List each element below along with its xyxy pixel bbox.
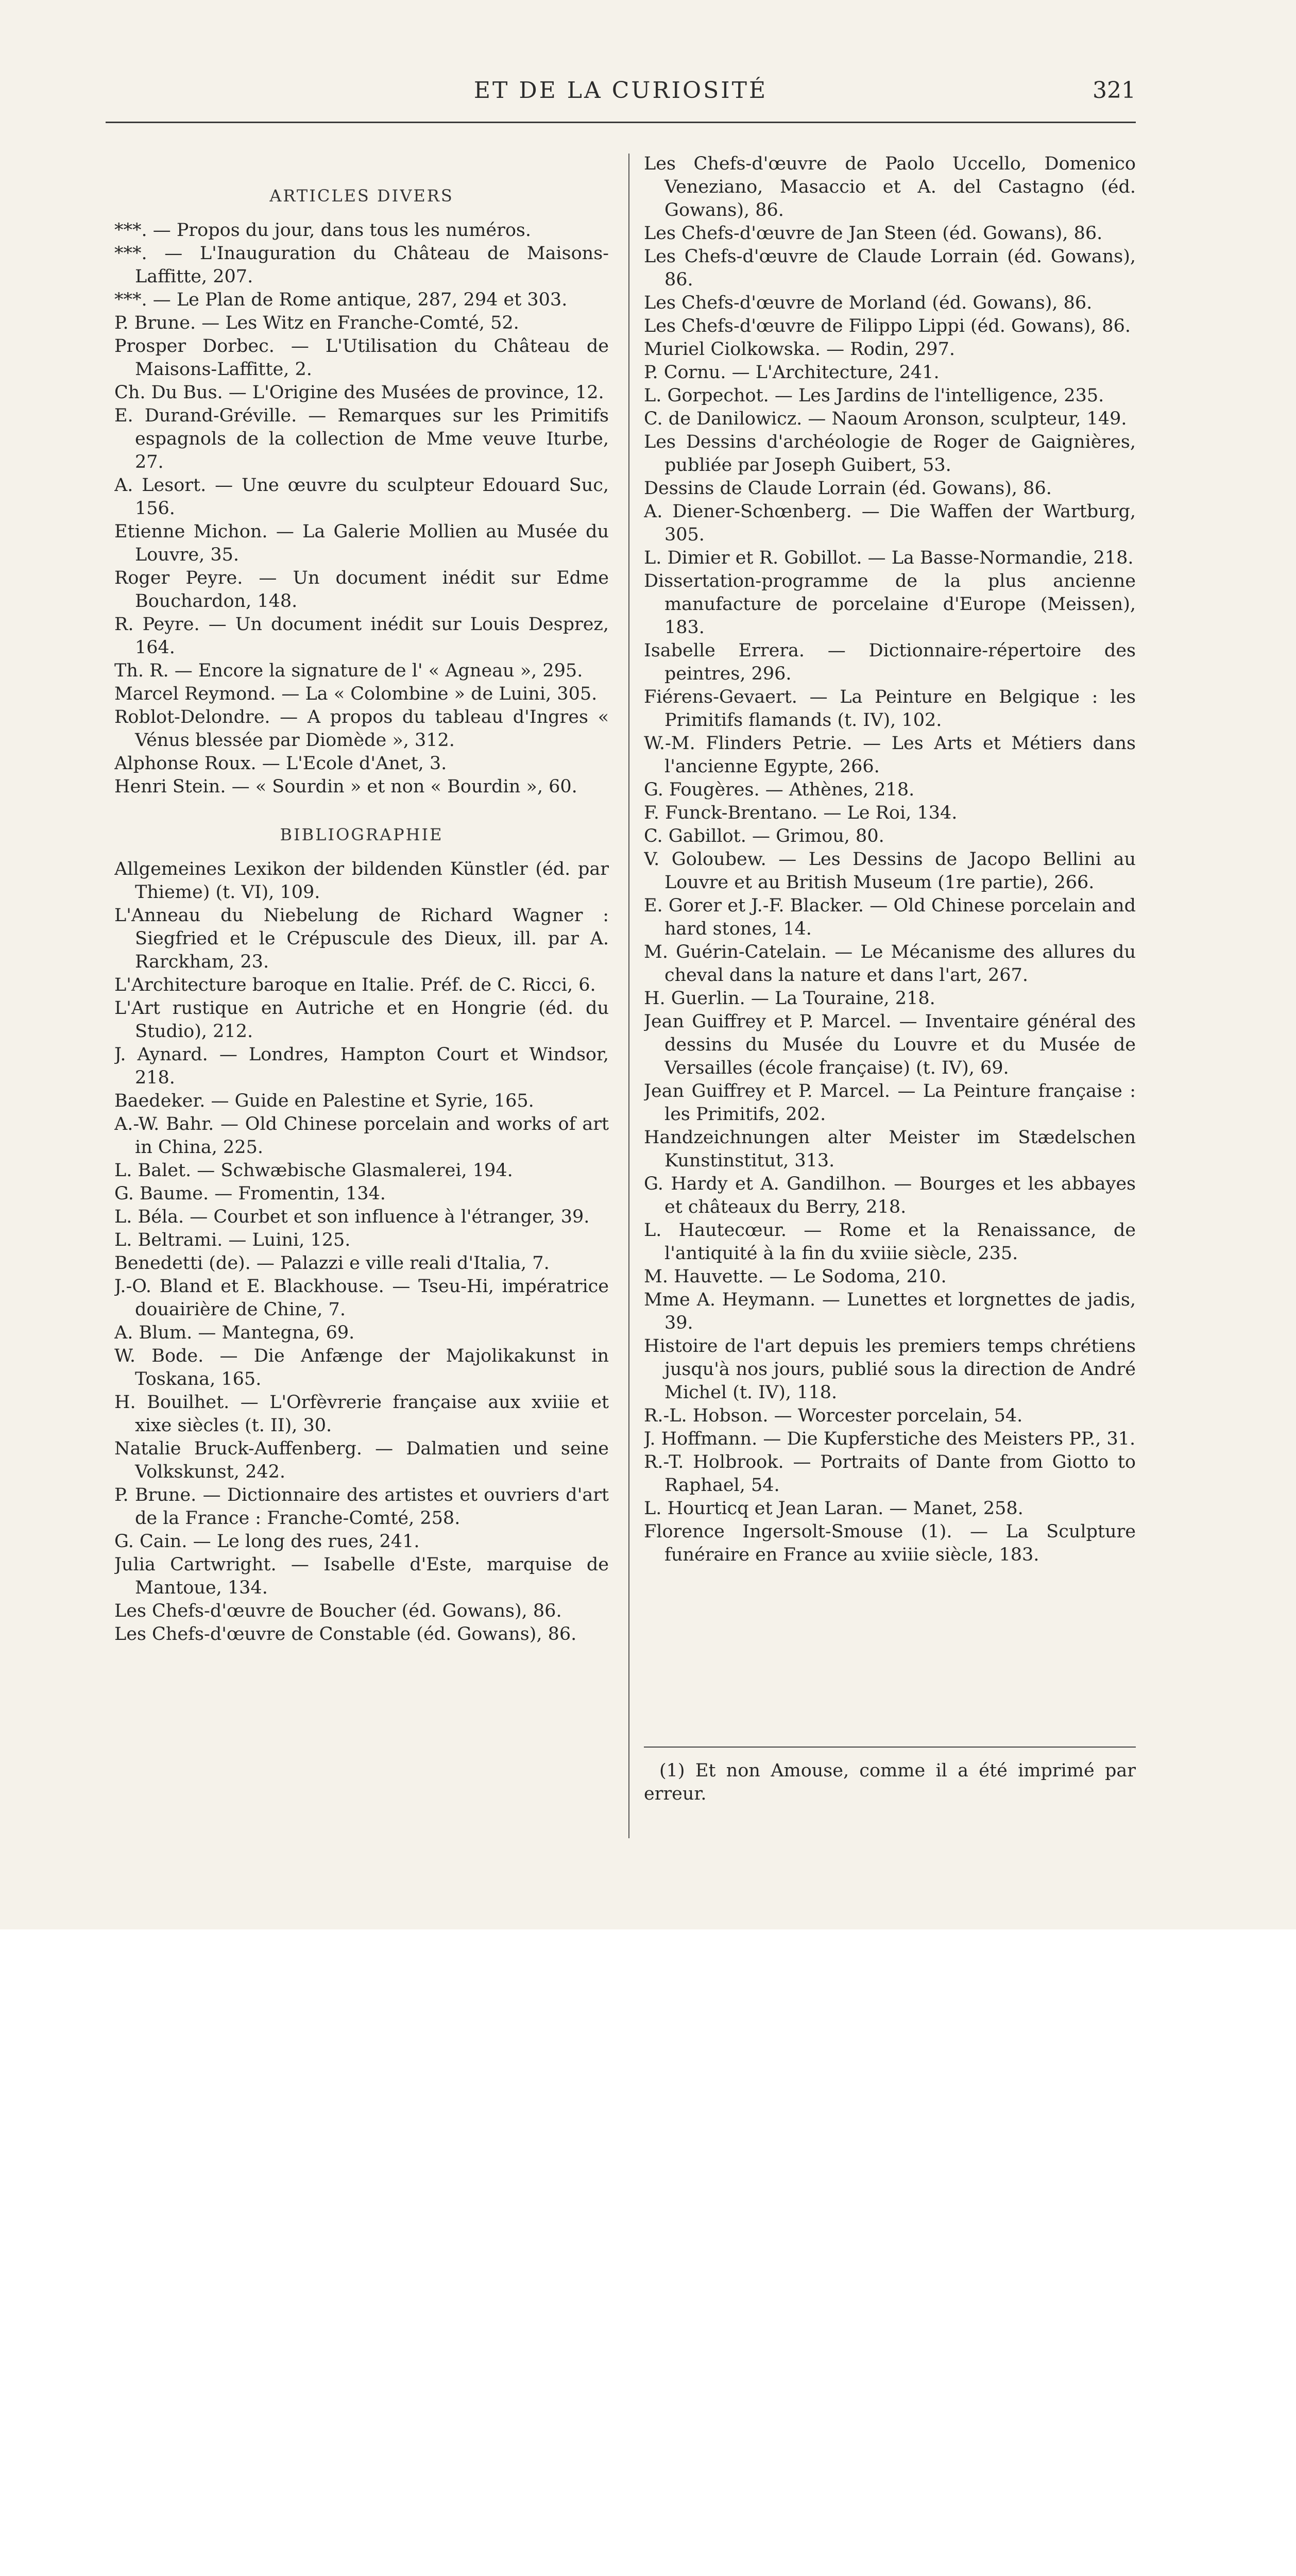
articles-list bbox=[114, 219, 609, 799]
bibliography-entry: J. Aynard. — Londres, Hampton Court et Windsor, 218. bbox=[114, 1044, 609, 1088]
bibliography-entry: Natalie Bruck-Auffenberg. — Dalmatien und seine Volkskunst, 242. bbox=[114, 1438, 609, 1482]
bibliography-entry: M. Guérin-Catelain. — Le Mécanisme des allures du cheval dans la nature et dans l'art, 267. bbox=[644, 942, 1136, 986]
bibliography-entry: L. Hautecœur. — Rome et la Renaissance, de l'antiquité à la fin du xviiie siècle, 235. bbox=[644, 1220, 1136, 1264]
bibliography-list bbox=[114, 858, 609, 1646]
bibliography-entry: Roger Peyre. — Un document inédit sur Edme Bouchardon, 148. bbox=[114, 568, 609, 612]
bibliography-entry: Les Chefs-d'œuvre de Jan Steen (éd. Gowans), 86. bbox=[644, 223, 1103, 244]
bibliography-entry: Les Chefs-d'œuvre de Boucher (éd. Gowans), 86. bbox=[114, 1601, 562, 1621]
bibliography-entry: ***. — Propos du jour, dans tous les numéros. bbox=[114, 220, 531, 241]
bibliography-entry: C. Gabillot. — Grimou, 80. bbox=[644, 826, 884, 846]
bibliography-entry: Marcel Reymond. — La « Colombine » de Luini, 305. bbox=[114, 684, 598, 704]
bibliography-entry: R.-T. Holbrook. — Portraits of Dante from Giotto to Raphael, 54. bbox=[644, 1452, 1136, 1496]
bibliography-entry: Baedeker. — Guide en Palestine et Syrie, 165. bbox=[114, 1091, 534, 1111]
bibliography-entry: E. Durand-Gréville. — Remarques sur les Primitifs espagnols de la collection de Mme veuve Iturbe, 27. bbox=[114, 405, 609, 472]
bibliography-entry: Les Dessins d'archéologie de Roger de Gaignières, publiée par Joseph Guibert, 53. bbox=[644, 432, 1136, 476]
running-title: ET DE LA CURIOSITÉ bbox=[473, 77, 768, 104]
bibliography-entry: Julia Cartwright. — Isabelle d'Este, marquise de Mantoue, 134. bbox=[114, 1554, 609, 1598]
bibliography-entry: H. Bouilhet. — L'Orfèvrerie française aux xviiie et xixe siècles (t. II), 30. bbox=[114, 1392, 609, 1436]
footnote: (1) Et non Amouse, comme il a été imprimé par erreur. bbox=[644, 1760, 1136, 1804]
right-column bbox=[644, 152, 1136, 1567]
section-title-articles: ARTICLES DIVERS bbox=[269, 186, 454, 206]
bibliography-entry: G. Fougères. — Athènes, 218. bbox=[644, 779, 915, 800]
bibliography-entry: Les Chefs-d'œuvre de Filippo Lippi (éd. Gowans), 86. bbox=[644, 316, 1131, 336]
bibliography-entry: Fiérens-Gevaert. — La Peinture en Belgique : les Primitifs flamands (t. IV), 102. bbox=[644, 687, 1136, 731]
bibliography-entry: J. Hoffmann. — Die Kupferstiche des Meisters PP., 31. bbox=[644, 1429, 1136, 1449]
bibliography-entry: Jean Guiffrey et P. Marcel. — La Peinture française : les Primitifs, 202. bbox=[644, 1081, 1136, 1125]
bibliography-entry: L'Architecture baroque en Italie. Préf. de C. Ricci, 6. bbox=[114, 975, 596, 995]
bibliography-entry: L. Hourticq et Jean Laran. — Manet, 258. bbox=[644, 1498, 1024, 1519]
bibliography-entry: P. Cornu. — L'Architecture, 241. bbox=[644, 362, 940, 383]
bibliography-entry: L. Gorpechot. — Les Jardins de l'intelligence, 235. bbox=[644, 385, 1104, 406]
bibliography-entry: Alphonse Roux. — L'Ecole d'Anet, 3. bbox=[114, 753, 447, 774]
bibliography-entry: Les Chefs-d'œuvre de Constable (éd. Gowans), 86. bbox=[114, 1624, 577, 1645]
bibliography-entry: Handzeichnungen alter Meister im Stædelschen Kunstinstitut, 313. bbox=[644, 1127, 1136, 1171]
bibliography-entry: L'Anneau du Niebelung de Richard Wagner : Siegfried et le Crépuscule des Dieux, ill. par A. Rarckham, 23. bbox=[114, 905, 609, 972]
bibliography-entry: Les Chefs-d'œuvre de Claude Lorrain (éd. Gowans), 86. bbox=[644, 246, 1136, 290]
bibliography-entry: Mme A. Heymann. — Lunettes et lorgnettes de jadis, 39. bbox=[644, 1290, 1136, 1333]
header-rule bbox=[106, 122, 1136, 123]
bibliography-entry: Dissertation-programme de la plus ancienne manufacture de porcelaine d'Europe (Meissen), 183. bbox=[644, 571, 1136, 638]
section-title-bibliographie: BIBLIOGRAPHIE bbox=[280, 825, 444, 844]
bibliography-entry: ***. — Le Plan de Rome antique, 287, 294 et 303. bbox=[114, 290, 568, 310]
left-column bbox=[114, 152, 609, 1646]
bibliography-entry: Th. R. — Encore la signature de l' « Agneau », 295. bbox=[114, 660, 583, 681]
bibliography-entry: L. Balet. — Schwæbische Glasmalerei, 194. bbox=[114, 1160, 513, 1181]
bibliography-entry: Allgemeines Lexikon der bildenden Künstler (éd. par Thieme) (t. VI), 109. bbox=[114, 859, 609, 903]
bibliography-entry: L. Béla. — Courbet et son influence à l'étranger, 39. bbox=[114, 1207, 590, 1227]
bibliography-entry: G. Hardy et A. Gandilhon. — Bourges et les abbayes et châteaux du Berry, 218. bbox=[644, 1174, 1136, 1217]
bibliography-entry: Jean Guiffrey et P. Marcel. — Inventaire général des dessins du Musée du Louvre et du Musée de Versailles (école française) (t. IV), 69. bbox=[644, 1011, 1136, 1078]
bibliography-entry: H. Guerlin. — La Touraine, 218. bbox=[644, 988, 935, 1009]
bibliography-entry: E. Gorer et J.-F. Blacker. — Old Chinese porcelain and hard stones, 14. bbox=[644, 895, 1136, 939]
bibliography-entry: L'Art rustique en Autriche et en Hongrie (éd. du Studio), 212. bbox=[114, 998, 609, 1042]
bibliography-entry: Dessins de Claude Lorrain (éd. Gowans), 86. bbox=[644, 478, 1052, 499]
bibliography-entry: V. Goloubew. — Les Dessins de Jacopo Bellini au Louvre et au British Museum (1re partie), 266. bbox=[644, 849, 1136, 893]
bibliography-entry: Muriel Ciolkowska. — Rodin, 297. bbox=[644, 339, 955, 360]
viewer-footer bbox=[0, 1929, 1296, 2032]
bibliography-entry: P. Brune. — Les Witz en Franche-Comté, 52. bbox=[114, 313, 519, 333]
bibliography-entry: Florence Ingersolt-Smouse (1). — La Sculpture funéraire en France au xviiie siècle, 183. bbox=[644, 1521, 1136, 1565]
bibliography-entry: G. Cain. — Le long des rues, 241. bbox=[114, 1531, 420, 1552]
bibliography-entry: A.-W. Bahr. — Old Chinese porcelain and works of art in China, 225. bbox=[114, 1114, 609, 1158]
footnote-rule bbox=[644, 1747, 1136, 1748]
bibliography-entry: G. Baume. — Fromentin, 134. bbox=[114, 1183, 386, 1204]
bibliography-entry: Histoire de l'art depuis les premiers temps chrétiens jusqu'à nos jours, publié sous la direction de André Michel (t. IV), 118. bbox=[644, 1336, 1136, 1403]
bibliography-entry: Henri Stein. — « Sourdin » et non « Bourdin », 60. bbox=[114, 776, 577, 797]
bibliography-entry: R.-L. Hobson. — Worcester porcelain, 54. bbox=[644, 1405, 1023, 1426]
bibliography-entry: W.-M. Flinders Petrie. — Les Arts et Métiers dans l'ancienne Egypte, 266. bbox=[644, 733, 1136, 777]
bibliography-entry: W. Bode. — Die Anfænge der Majolikakunst in Toskana, 165. bbox=[114, 1346, 609, 1389]
bibliography-entry: Ch. Du Bus. — L'Origine des Musées de province, 12. bbox=[114, 382, 604, 403]
bibliography-entry: M. Hauvette. — Le Sodoma, 210. bbox=[644, 1266, 947, 1287]
bibliography-list-continued bbox=[644, 152, 1136, 1567]
bibliography-entry: A. Diener-Schœnberg. — Die Waffen der Wartburg, 305. bbox=[644, 501, 1136, 545]
bibliography-entry: Isabelle Errera. — Dictionnaire-répertoire des peintres, 296. bbox=[644, 640, 1136, 684]
bibliography-entry: Benedetti (de). — Palazzi e ville reali d'Italia, 7. bbox=[114, 1253, 550, 1274]
column-divider bbox=[628, 154, 629, 1838]
bibliography-entry: ***. — L'Inauguration du Château de Maisons-Laffitte, 207. bbox=[114, 243, 609, 287]
bibliography-entry: Etienne Michon. — La Galerie Mollien au Musée du Louvre, 35. bbox=[114, 521, 609, 565]
bibliography-entry: C. de Danilowicz. — Naoum Aronson, sculpteur, 149. bbox=[644, 409, 1127, 429]
bibliography-entry: F. Funck-Brentano. — Le Roi, 134. bbox=[644, 803, 958, 823]
bibliography-entry: L. Beltrami. — Luini, 125. bbox=[114, 1230, 351, 1250]
bibliography-entry: Les Chefs-d'œuvre de Paolo Uccello, Domenico Veneziano, Masaccio et A. del Castagno (éd. Gowans), 86. bbox=[644, 154, 1136, 221]
bibliography-entry: L. Dimier et R. Gobillot. — La Basse-Normandie, 218. bbox=[644, 548, 1134, 568]
page-number: 321 bbox=[1093, 77, 1136, 104]
bibliography-entry: A. Lesort. — Une œuvre du sculpteur Edouard Suc, 156. bbox=[114, 475, 609, 519]
page-header bbox=[106, 77, 1136, 118]
bibliography-entry: Roblot-Delondre. — A propos du tableau d'Ingres « Vénus blessée par Diomède », 312. bbox=[114, 707, 609, 751]
bibliography-entry: Les Chefs-d'œuvre de Morland (éd. Gowans), 86. bbox=[644, 293, 1093, 313]
bibliography-entry: J.-O. Bland et E. Blackhouse. — Tseu-Hi, impératrice douairière de Chine, 7. bbox=[114, 1276, 609, 1320]
bibliography-entry: A. Blum. — Mantegna, 69. bbox=[114, 1323, 355, 1343]
bibliography-entry: Prosper Dorbec. — L'Utilisation du Château de Maisons-Laffitte, 2. bbox=[114, 336, 609, 380]
bibliography-entry: R. Peyre. — Un document inédit sur Louis Desprez, 164. bbox=[114, 614, 609, 658]
bibliography-entry: P. Brune. — Dictionnaire des artistes et ouvriers d'art de la France : Franche-Comté, 258. bbox=[114, 1485, 609, 1529]
